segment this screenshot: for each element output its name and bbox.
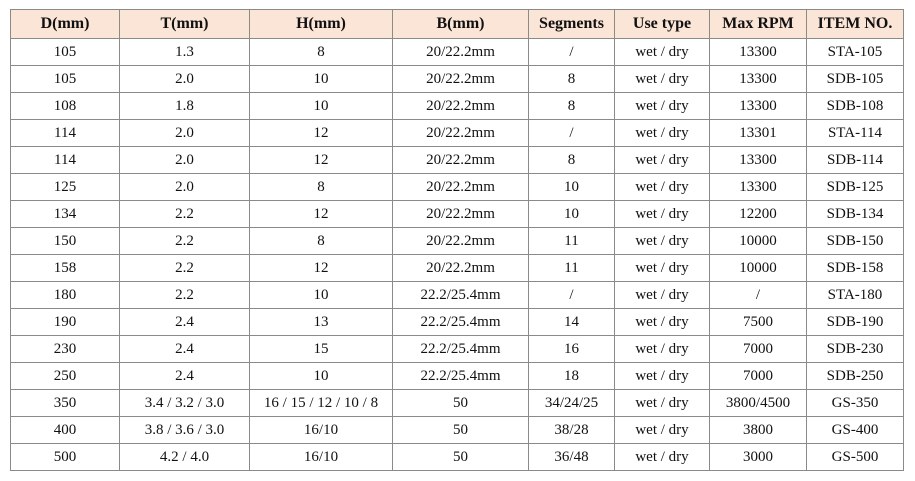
table-cell-bore: 22.2/25.4mm (393, 336, 529, 363)
table-cell-use-type: wet / dry (615, 444, 710, 471)
table-cell-diameter: 500 (11, 444, 120, 471)
table-cell-thickness: 1.8 (120, 93, 250, 120)
table-row (11, 201, 904, 228)
table-cell-bore: 20/22.2mm (393, 255, 529, 282)
table-cell-max-rpm: 10000 (710, 228, 807, 255)
table-cell-use-type: wet / dry (615, 363, 710, 390)
table-cell-use-type: wet / dry (615, 336, 710, 363)
table-cell-max-rpm: 13301 (710, 120, 807, 147)
header-segments: Segments (529, 10, 615, 39)
table-cell-height: 12 (250, 255, 393, 282)
table-row (11, 444, 904, 471)
table-cell-height: 15 (250, 336, 393, 363)
table-cell-max-rpm: 3800 (710, 417, 807, 444)
table-cell-height: 8 (250, 39, 393, 66)
table-cell-diameter: 125 (11, 174, 120, 201)
table-cell-bore: 20/22.2mm (393, 120, 529, 147)
table-cell-diameter: 114 (11, 120, 120, 147)
table-cell-item-no: STA-180 (807, 282, 904, 309)
table-cell-thickness: 2.4 (120, 336, 250, 363)
table-cell-thickness: 2.2 (120, 228, 250, 255)
table-cell-item-no: SDB-150 (807, 228, 904, 255)
header-max-rpm: Max RPM (710, 10, 807, 39)
table-cell-max-rpm: 10000 (710, 255, 807, 282)
table-row (11, 336, 904, 363)
table-cell-height: 8 (250, 228, 393, 255)
table-cell-item-no: SDB-250 (807, 363, 904, 390)
table-cell-use-type: wet / dry (615, 147, 710, 174)
table-cell-bore: 50 (393, 390, 529, 417)
table-cell-thickness: 3.8 / 3.6 / 3.0 (120, 417, 250, 444)
table-cell-max-rpm: 12200 (710, 201, 807, 228)
table-cell-diameter: 180 (11, 282, 120, 309)
table-cell-segments: 14 (529, 309, 615, 336)
table-cell-use-type: wet / dry (615, 66, 710, 93)
table-cell-item-no: SDB-158 (807, 255, 904, 282)
table-cell-item-no: SDB-105 (807, 66, 904, 93)
table-cell-item-no: GS-500 (807, 444, 904, 471)
blade-spec-table (10, 9, 904, 471)
table-row (11, 390, 904, 417)
table-cell-thickness: 2.4 (120, 309, 250, 336)
header-height: H(mm) (250, 10, 393, 39)
table-cell-bore: 20/22.2mm (393, 228, 529, 255)
table-row (11, 255, 904, 282)
table-row (11, 39, 904, 66)
table-cell-bore: 20/22.2mm (393, 66, 529, 93)
table-cell-use-type: wet / dry (615, 390, 710, 417)
header-item-no: ITEM NO. (807, 10, 904, 39)
table-cell-height: 12 (250, 201, 393, 228)
table-cell-item-no: SDB-114 (807, 147, 904, 174)
table-cell-height: 8 (250, 174, 393, 201)
table-cell-diameter: 134 (11, 201, 120, 228)
table-cell-thickness: 4.2 / 4.0 (120, 444, 250, 471)
table-cell-height: 10 (250, 66, 393, 93)
table-cell-max-rpm: / (710, 282, 807, 309)
table-cell-item-no: STA-114 (807, 120, 904, 147)
table-row (11, 93, 904, 120)
table-cell-segments: 10 (529, 201, 615, 228)
table-cell-bore: 20/22.2mm (393, 147, 529, 174)
table-cell-thickness: 2.2 (120, 201, 250, 228)
table-cell-max-rpm: 13300 (710, 93, 807, 120)
table-cell-item-no: SDB-190 (807, 309, 904, 336)
table-cell-diameter: 105 (11, 39, 120, 66)
table-cell-bore: 22.2/25.4mm (393, 309, 529, 336)
table-cell-use-type: wet / dry (615, 39, 710, 66)
table-cell-segments: 11 (529, 255, 615, 282)
table-cell-thickness: 2.0 (120, 120, 250, 147)
table-cell-item-no: SDB-125 (807, 174, 904, 201)
table-cell-item-no: SDB-108 (807, 93, 904, 120)
header-bore: B(mm) (393, 10, 529, 39)
table-cell-thickness: 3.4 / 3.2 / 3.0 (120, 390, 250, 417)
table-cell-bore: 50 (393, 417, 529, 444)
table-row (11, 363, 904, 390)
table-cell-max-rpm: 13300 (710, 39, 807, 66)
table-cell-bore: 20/22.2mm (393, 201, 529, 228)
table-body (11, 39, 904, 471)
table-cell-diameter: 158 (11, 255, 120, 282)
table-row (11, 309, 904, 336)
table-cell-use-type: wet / dry (615, 282, 710, 309)
table-cell-use-type: wet / dry (615, 120, 710, 147)
table-cell-segments: 38/28 (529, 417, 615, 444)
table-cell-segments: 8 (529, 147, 615, 174)
table-cell-height: 16/10 (250, 417, 393, 444)
table-cell-use-type: wet / dry (615, 174, 710, 201)
table-cell-segments: 16 (529, 336, 615, 363)
table-cell-diameter: 150 (11, 228, 120, 255)
table-cell-max-rpm: 3000 (710, 444, 807, 471)
table-cell-use-type: wet / dry (615, 417, 710, 444)
table-cell-thickness: 2.2 (120, 282, 250, 309)
table-cell-segments: 34/24/25 (529, 390, 615, 417)
table-cell-thickness: 2.2 (120, 255, 250, 282)
table-row (11, 282, 904, 309)
table-row (11, 417, 904, 444)
table-cell-segments: / (529, 120, 615, 147)
table-row (11, 66, 904, 93)
table-cell-thickness: 1.3 (120, 39, 250, 66)
table-cell-bore: 22.2/25.4mm (393, 282, 529, 309)
table-cell-max-rpm: 7000 (710, 336, 807, 363)
table-header-row (11, 10, 904, 39)
table-cell-height: 12 (250, 120, 393, 147)
table-cell-segments: 36/48 (529, 444, 615, 471)
table-cell-diameter: 250 (11, 363, 120, 390)
table-cell-bore: 20/22.2mm (393, 39, 529, 66)
table-cell-use-type: wet / dry (615, 201, 710, 228)
table-cell-height: 10 (250, 363, 393, 390)
table-cell-bore: 20/22.2mm (393, 174, 529, 201)
table-cell-thickness: 2.0 (120, 66, 250, 93)
header-thickness: T(mm) (120, 10, 250, 39)
table-cell-thickness: 2.0 (120, 147, 250, 174)
table-cell-bore: 50 (393, 444, 529, 471)
table-cell-height: 13 (250, 309, 393, 336)
table-row (11, 228, 904, 255)
table-cell-item-no: GS-350 (807, 390, 904, 417)
table-cell-height: 16/10 (250, 444, 393, 471)
table-cell-thickness: 2.0 (120, 174, 250, 201)
table-cell-item-no: SDB-230 (807, 336, 904, 363)
table-cell-height: 10 (250, 282, 393, 309)
spec-table-container (10, 9, 904, 471)
table-cell-item-no: SDB-134 (807, 201, 904, 228)
table-cell-item-no: STA-105 (807, 39, 904, 66)
table-cell-diameter: 190 (11, 309, 120, 336)
header-use-type: Use type (615, 10, 710, 39)
table-row (11, 174, 904, 201)
table-cell-segments: / (529, 282, 615, 309)
table-cell-diameter: 108 (11, 93, 120, 120)
table-cell-diameter: 400 (11, 417, 120, 444)
table-cell-height: 12 (250, 147, 393, 174)
table-cell-height: 16 / 15 / 12 / 10 / 8 (250, 390, 393, 417)
table-cell-use-type: wet / dry (615, 93, 710, 120)
table-cell-thickness: 2.4 (120, 363, 250, 390)
table-cell-max-rpm: 7500 (710, 309, 807, 336)
table-cell-segments: 10 (529, 174, 615, 201)
table-cell-segments: 11 (529, 228, 615, 255)
table-cell-segments: 18 (529, 363, 615, 390)
header-diameter: D(mm) (11, 10, 120, 39)
table-cell-segments: / (529, 39, 615, 66)
table-cell-segments: 8 (529, 66, 615, 93)
table-cell-item-no: GS-400 (807, 417, 904, 444)
table-cell-bore: 20/22.2mm (393, 93, 529, 120)
table-row (11, 120, 904, 147)
table-cell-use-type: wet / dry (615, 255, 710, 282)
table-cell-max-rpm: 13300 (710, 147, 807, 174)
table-cell-max-rpm: 13300 (710, 66, 807, 93)
table-cell-diameter: 105 (11, 66, 120, 93)
table-cell-diameter: 114 (11, 147, 120, 174)
table-cell-diameter: 230 (11, 336, 120, 363)
table-cell-segments: 8 (529, 93, 615, 120)
table-row (11, 147, 904, 174)
table-cell-max-rpm: 13300 (710, 174, 807, 201)
table-cell-max-rpm: 7000 (710, 363, 807, 390)
table-cell-use-type: wet / dry (615, 228, 710, 255)
table-cell-use-type: wet / dry (615, 309, 710, 336)
table-cell-diameter: 350 (11, 390, 120, 417)
table-cell-max-rpm: 3800/4500 (710, 390, 807, 417)
table-cell-height: 10 (250, 93, 393, 120)
table-cell-bore: 22.2/25.4mm (393, 363, 529, 390)
